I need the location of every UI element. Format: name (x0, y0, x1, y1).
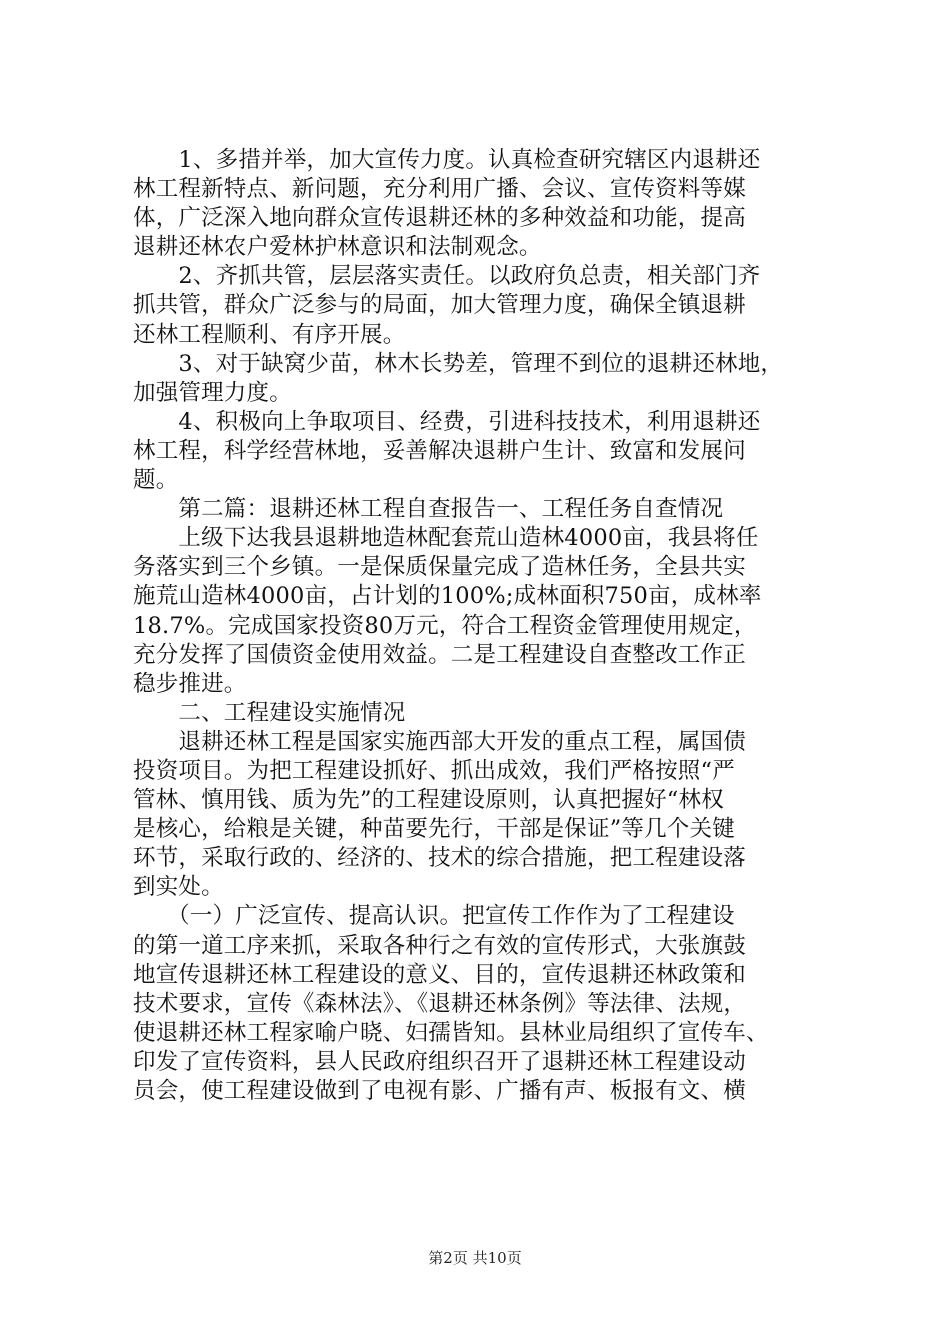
text-line: 林工程，科学经营林地，妥善解决退耕户生计、致富和发展问 (133, 437, 746, 464)
text-line: 1、多措并举，加大宣传力度。认真检查研究辖区内退耕还 (133, 147, 761, 173)
text-line: 体，广泛深入地向群众宣传退耕还林的多种效益和功能，提高 (133, 205, 746, 232)
text-line: 退耕还林农户爱林护林意识和法制观念。 (133, 234, 542, 261)
section-heading: 第二篇：退耕还林工程自查报告一、工程任务自查情况 (133, 496, 724, 523)
text-line: 抓共管，群众广泛参与的局面，加大管理力度，确保全镇退耕 (133, 292, 746, 319)
text-line: 18.7%。完成国家投资80万元，符合工程资金管理使用规定， (133, 612, 757, 639)
text-line: 到实处。 (133, 874, 224, 901)
text-line: 务落实到三个乡镇。一是保质保量完成了造林任务，全县共实 (133, 554, 746, 581)
text-line: 投资项目。为把工程建设抓好、抓出成效，我们严格按照“严 (133, 757, 735, 784)
text-line: 加强管理力度。 (133, 379, 292, 406)
text-line: 还林工程顺利、有序开展。 (133, 321, 406, 348)
text-line: 印发了宣传资料，县人民政府组织召开了退耕还林工程建设动 (133, 1048, 746, 1075)
text-line: 2、齐抓共管，层层落实责任。以政府负总责，相关部门齐 (133, 263, 761, 290)
page-number: 第2页 共10页 (428, 1249, 522, 1267)
text-line: 退耕还林工程是国家实施西部大开发的重点工程，属国债 (133, 728, 746, 755)
text-line: 管林、慎用钱、质为先”的工程建设原则，认真把握好“林权 (133, 787, 724, 814)
text-line: 是核心，给粮是关键，种苗要先行，干部是保证”等几个关键 (133, 816, 735, 843)
text-line: 充分发挥了国债资金使用效益。二是工程建设自查整改工作正 (133, 641, 746, 668)
text-line: （一）广泛宣传、提高认识。把宣传工作作为了工程建设 (133, 903, 735, 930)
text-line: 环节，采取行政的、经济的、技术的综合措施，把工程建设落 (133, 845, 746, 872)
text-line: 员会，使工程建设做到了电视有影、广播有声、板报有文、横 (133, 1078, 746, 1104)
document-body (133, 146, 833, 1106)
text-line: 4、积极向上争取项目、经费，引进科技技术，利用退耕还 (133, 408, 761, 435)
text-line: 使退耕还林工程家喻户晓、妇孺皆知。县林业局组织了宣传车、 (133, 1019, 769, 1046)
text-line: 题。 (133, 467, 179, 494)
text-line: 施荒山造林4000亩，占计划的100%;成林面积750亩，成林率 (133, 583, 762, 610)
text-line: 林工程新特点、新问题，充分利用广播、会议、宣传资料等媒 (133, 176, 746, 203)
text-line: 技术要求，宣传《森林法》、《退耕还林条例》等法律、法规， (133, 990, 747, 1017)
text-line: 地宣传退耕还林工程建设的意义、目的，宣传退耕还林政策和 (133, 961, 746, 988)
text-line: 的第一道工序来抓，采取各种行之有效的宣传形式，大张旗鼓 (133, 932, 746, 959)
text-line: 稳步推进。 (133, 670, 247, 697)
text-line: 上级下达我县退耕地造林配套荒山造林4000亩，我县将任 (133, 525, 759, 552)
section-heading: 二、工程建设实施情况 (133, 699, 406, 726)
page-footer (0, 1248, 950, 1268)
text-line: 3、对于缺窝少苗，林木长势差，管理不到位的退耕还林地， (133, 350, 784, 377)
